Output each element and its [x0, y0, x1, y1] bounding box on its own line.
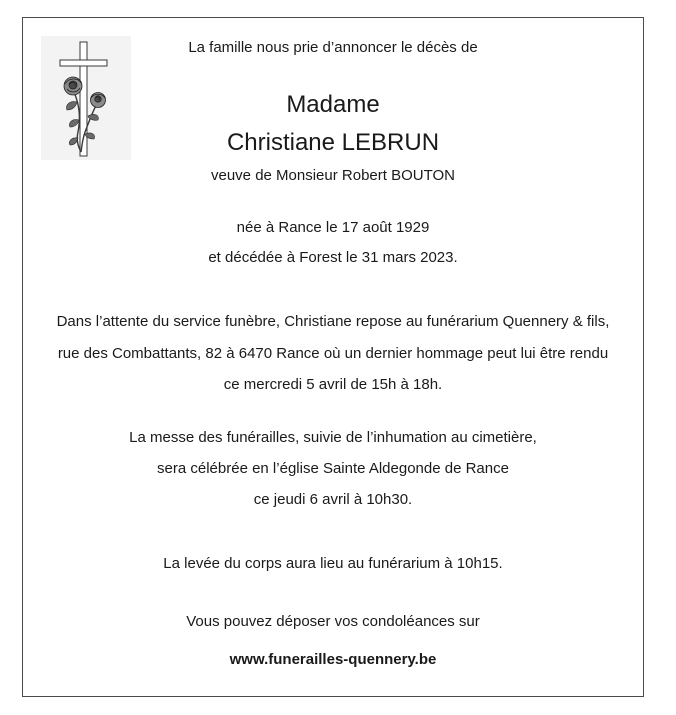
death-text: et décédée à Forest le 31 mars 2023.: [208, 249, 458, 266]
spouse-text: veuve de Monsieur Robert BOUTON: [211, 167, 455, 184]
mass-paragraph-line: La messe des funérailles, suivie de l’inhumation au cimetière,: [129, 429, 537, 446]
website-link[interactable]: www.funerailles-quennery.be: [229, 651, 437, 668]
mass-paragraph-line: ce jeudi 6 avril à 10h30.: [253, 491, 413, 508]
intro-text: La famille nous prie d’annoncer le décès de: [188, 39, 478, 56]
condolences-text: Vous pouvez déposer vos condoléances sur: [186, 613, 480, 630]
rest-paragraph-line: rue des Combattants, 82 à 6470 Rance où un dernier hommage peut lui être rendu: [57, 345, 609, 362]
honorific: Madame: [286, 91, 380, 118]
lifting-text: La levée du corps aura lieu au funérarium à 10h15.: [163, 555, 503, 572]
birth-text: née à Rance le 17 août 1929: [236, 219, 430, 236]
rest-paragraph-line: Dans l’attente du service funèbre, Christiane repose au funérarium Quennery & fils,: [56, 313, 610, 330]
mass-paragraph-line: sera célébrée en l’église Sainte Aldegonde de Rance: [157, 460, 509, 477]
rest-paragraph-line: ce mercredi 5 avril de 15h à 18h.: [223, 376, 443, 393]
deceased-name: Christiane LEBRUN: [226, 129, 440, 156]
